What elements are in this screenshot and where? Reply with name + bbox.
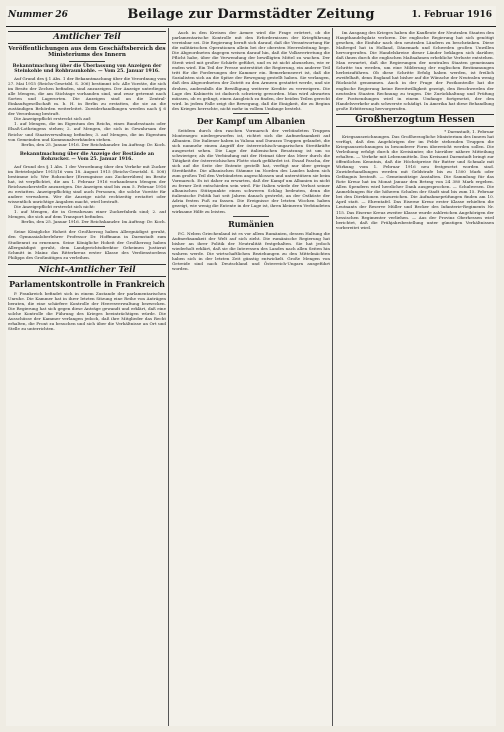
ordinance-heading: Bekanntmachung über die Überlassung von Anzeigen der Steinkohle und Rohbraunkohle. — Vom 25. Januar 1916. <box>12 63 162 75</box>
ordinance-signature: Berlin, den 25. Januar 1916. Der Reichskanzler. Im Auftrag: Dr. Koch. <box>21 219 166 225</box>
regional-section-title: Großherzogtum Hessen <box>336 114 494 127</box>
ordinance-note: Die Anzeigepflicht erstreckt sich nicht: <box>14 204 96 210</box>
ordinance-text: Auf Grund des § 1 Abs. 1 der Verordnung über den Verkehr mit Zucker im Betriebsjahre 1915/16 vom 18. August 1915 (Reichs-Gesetzbl. S. 508) bestimme ich: Wer Rohzucker (Erzeugnisse aus Zuckerrüben) im Besitz hat, ist verpflichtet, die am 1. Februar 1916 vorhandenen Mengen der Reichszuckerstelle anzuzeigen. Die Anzeigen sind bis zum 5. Februar 1916 zu erstatten. Anzeigepflichtig sind auch Personen, die solche Vorräte für andere verwahren. Wer die Anzeige nicht rechtzeitig erstattet oder wissentlich unrichtige Angaben macht, wird bestraft. <box>8 163 166 205</box>
ordinance-signature: Berlin, den 25. Januar 1916. Der Reichskanzler. Im Auftrag: Dr. Koch. <box>21 141 166 147</box>
column-left <box>8 30 166 724</box>
article-text: Im Ausgang des Krieges haben die Kaufleute der Neutralen Staaten den Haupthandelsplatz verloren. Die englische Regierung hat sich genötigt gesehen, die Einfuhr nach den neutralen Ländern zu beschränken. Diese Maßregel hat in Holland, Dänemark und Schweden großen Unwillen hervorgerufen. Die Handelskreise dieser Länder beklagen sich darüber, daß ihnen durch die englischen Maßnahmen erhebliche Verluste entstehen. Man erwartet, daß die Regierungen der neutralen Staaten gemeinsam Schritte tun werden, um eine Milderung der englischen Bestimmungen herbeizuführen. Ob diese Schritte Erfolg haben werden, ist freilich zweifelhaft, denn England hat bisher auf die Wünsche der Neutralen wenig Rücksicht genommen. Auch in der Frage der Postkontrolle hat die englische Regierung keine Bereitwilligkeit gezeigt, den Beschwerden der neutralen Staaten Rechnung zu tragen. Die Zurückhaltung und Prüfung der Postsendungen wird in einem Umfange fortgesetzt, der den Handelsverkehr aufs schwerste schädigt. In Amerika hat diese Behandlung große Erbitterung hervorgerufen. <box>336 30 494 111</box>
divider <box>233 113 269 114</box>
ordinance-note: Die Anzeigepflicht erstreckt sich auf: <box>14 116 92 122</box>
ordinance-items: 1. auf Mengen, die im Eigentum des Reichs, eines Bundesstaats oder Elsaß-Lothringens stehen; 2. auf Mengen, die sich in Gewahrsam der Reichs- und Staatsverwaltung befinden; 3. auf Mengen, die im Eigentum von Gemeinden und Kommunalverbänden stehen. <box>8 121 166 142</box>
divider <box>69 61 105 62</box>
column-divider <box>168 28 169 726</box>
official-section-title: Amtlicher Teil <box>8 31 166 44</box>
ordinance-heading: Bekanntmachung über die Anzeige der Bestände an Rohzucker. — Vom 25. Januar 1916. <box>19 151 155 163</box>
article-headline: Der Kampf um Albanien <box>196 115 306 126</box>
column-middle <box>172 30 330 724</box>
divider <box>69 226 105 227</box>
issue-date: 1. Februar 1916 <box>411 10 492 20</box>
article-text: P. Frankreich befindet sich in einem Zustande der parlamentarischen Unruhe. Die Kammer hat in ihrer letzten Sitzung eine Reihe von Anträgen beraten, die eine schärfere Kontrolle der Heeresverwaltung bezwecken. Die Regierung hat sich gegen diese Anträge gewandt und erklärt, daß eine solche Kontrolle die Führung des Krieges beeinträchtigen würde. Die Ausschüsse der Kammer verlangen jedoch, daß ihre Mitglieder das Recht erhalten, die Front zu besuchen und sich über die Verhältnisse an Ort und Stelle zu unterrichten. <box>8 290 166 332</box>
article-text: P.C. Neben Griechenland ist es vor allem Rumänien, dessen Haltung die Aufmerksamkeit der Welt auf sich zieht. Die rumänische Regierung hat bisher an ihrer Politik der Neutralität festgehalten. Sie hat jedoch wiederholt erklärt, daß sie die Interessen des Landes nach allen Seiten hin wahren werde. Die wirtschaftlichen Beziehungen zu den Mittelmächten haben sich in der letzten Zeit günstig entwickelt. Große Mengen von Getreide sind nach Deutschland und Österreich-Ungarn ausgeführt worden. <box>172 230 330 271</box>
article-text: Auch in den Kreisen der Armee wird die Frage erörtert, ob die parlamentarische Kontrolle mit den Erfordernissen der Kriegführung vereinbar sei. Die Regierung beruft sich darauf, daß die Verantwortung für die militärischen Operationen allein bei der obersten Heeresleitung liege. Die Abgeordneten dagegen weisen darauf hin, daß die Volksvertretung die Pflicht habe, über die Verwendung der bewilligten Mittel zu wachen. Der Streit wird mit großer Schärfe geführt, und es ist nicht abzusehen, wie er enden wird. Ein Teil der Presse unterstützt die Regierung, ein anderer Teil tritt für die Forderungen der Kammer ein. Bemerkenswert ist, daß die Sozialisten sich an die Spitze der Bewegung gestellt haben. Sie verlangen, daß den Abgeordneten der Zutritt zu den Armeen gestattet werde, und sie drohen, andernfalls die Bewilligung weiterer Kredite zu verweigern. Die Lage des Kabinetts ist dadurch schwierig geworden. Man wird abwarten müssen, ob es gelingt, einen Ausgleich zu finden, der beiden Teilen gerecht wird. In jedem Falle zeigt die Bewegung, daß die Einigkeit, die zu Beginn des Krieges herrschte, nicht mehr in vollem Umfange besteht. <box>172 30 330 111</box>
ordinance-text: Auf Grund des § 1 Abs. 1 der Bekanntmachung über die Verordnung vom 27. Mai 1915 (Reichs-Gesetzbl. S. 306) bestimmt ich: Alle Vorräte, die sich im Besitz der Zechen befinden, sind anzuzeigen. Der Anzeige unterliegen alle Mengen, die am Stichtage vorhanden sind, und zwar getrennt nach Sorten und Lagerorten. Die Anzeigen sind an die Zentral-Einkaufsgesellschaft m. b. H. in Berlin zu erstatten, die sie an die zuständigen Behörden weiterleitet. Zuwiderhandlungen werden nach § 6 der Verordnung bestraft. <box>8 76 166 117</box>
divider <box>233 216 269 217</box>
ordinance-items: 1. auf Mengen, die in Gewahrsam einer Zuckerfabrik sind; 2. auf Mengen, die sich auf dem Transport befinden. <box>8 209 166 220</box>
article-text: Seitdem durch den raschen Vormarsch der verbündeten Truppen Montenegro niedergeworfen ist, richtet sich die Aufmerksamkeit auf Albanien. Die Italiener haben in Valona und Durazzo Truppen gelandet, die sich nunmehr einem Angriff der österreichisch-ungarischen Streitkräfte ausgesetzt sehen. Die Lage der italienischen Besatzung ist um so schwieriger, als die Verbindung mit der Heimat über das Meer durch die Tätigkeit der österreichischen Flotte stark gefährdet ist. Essad Pascha, der sich auf die Seite der Entente gestellt hat, verfügt nur über geringe Streitkräfte. Die albanischen Stämme im Norden des Landes haben sich zum großen Teil den Verbündeten angeschlossen und unterstützen sie beim Vormarsch. Es ist daher zu erwarten, daß der Kampf um Albanien in nicht zu ferner Zeit entschieden sein wird. Für Italien würde der Verlust seiner albanischen Stützpunkte einen schweren Schlag bedeuten, denn die italienische Politik hat seit Jahren danach gestrebt, an der Ostküste der Adria festen Fuß zu fassen. Die Ereignisse der letzten Wochen haben gezeigt, wie wenig die Entente in der Lage ist, ihren kleineren Verbündeten wirksame Hilfe zu leisten. <box>172 127 330 214</box>
newspaper-title: Beilage zur Darmstädter Zeitung <box>127 7 375 22</box>
column-right <box>336 30 494 724</box>
newspaper-page <box>6 6 496 726</box>
article-headline: Parlamentskontrolle in Frankreich <box>9 278 165 289</box>
regional-news-text: Kriegsauszeichnungen. Das Großherzogliche Ministerium des Innern hat verfügt, daß den Angehörigen der im Felde stehenden Truppen die Kriegsauszeichnungen in besonderer Form überreicht werden sollen. Die Verleihung erfolgt durch die Kreisämter, die hierüber nähere Mitteilung erhalten. — Verkehr mit Lebensmitteln. Das Kreisamt Darmstadt bringt zur öffentlichen Kenntnis, daß die Höchstpreise für Butter und Schmalz mit Wirkung vom 1. Februar 1916 neu festgesetzt worden sind. Zuwiderhandlungen werden mit Geldstrafe bis zu 1500 Mark oder Gefängnis bestraft. — Gemeinnützige Anstalten. Die Sammlung für das Rote Kreuz hat im Monat Januar den Betrag von 24 380 Mark ergeben. Allen Spendern wird herzlicher Dank ausgesprochen. — Schulwesen. Die Anmeldungen für die höheren Schulen der Stadt sind bis zum 15. Februar bei den Direktionen einzureichen. Die Aufnahmeprüfungen finden am 10. April statt. — Ehrentafel. Das Eiserne Kreuz erster Klasse erhielten die Leutnants der Reserve Müller und Becker des Infanterie-Regiments Nr. 115. Das Eiserne Kreuz zweiter Klasse wurde zahlreichen Angehörigen der hessischen Regimenter verliehen. — Aus der Provinz Oberhessen wird berichtet, daß die Frühjahrsbestellung unter günstigen Verhältnissen vorbereitet wird. <box>336 133 494 230</box>
article-headline: Rumänien <box>228 218 274 229</box>
unofficial-section-title: Nicht-Amtlicher Teil <box>8 264 166 277</box>
issue-number: Nummer 26 <box>8 10 68 20</box>
masthead <box>6 6 496 27</box>
column-divider <box>332 28 333 726</box>
publication-heading: Veröffentlichungen aus dem Geschäftsbereich des Ministeriums des Innern <box>8 46 166 59</box>
royal-notice: Seine Königliche Hoheit der Großherzog haben Allergnädigst geruht, den Gymnasialoberlehrer Professor Dr. Hoffmann in Darmstadt zum Studienrat zu ernennen. Seine Königliche Hoheit der Großherzog haben Allergnädigst geruht, dem Landgerichtsdirektor Geheimen Justizrat Schmitt in Mainz das Ritterkreuz erster Klasse des Verdienstordens Philipps des Großmütigen zu verleihen. <box>8 229 166 260</box>
divider <box>69 149 105 150</box>
dateline: * Darmstadt, 1. Februar <box>444 128 494 134</box>
